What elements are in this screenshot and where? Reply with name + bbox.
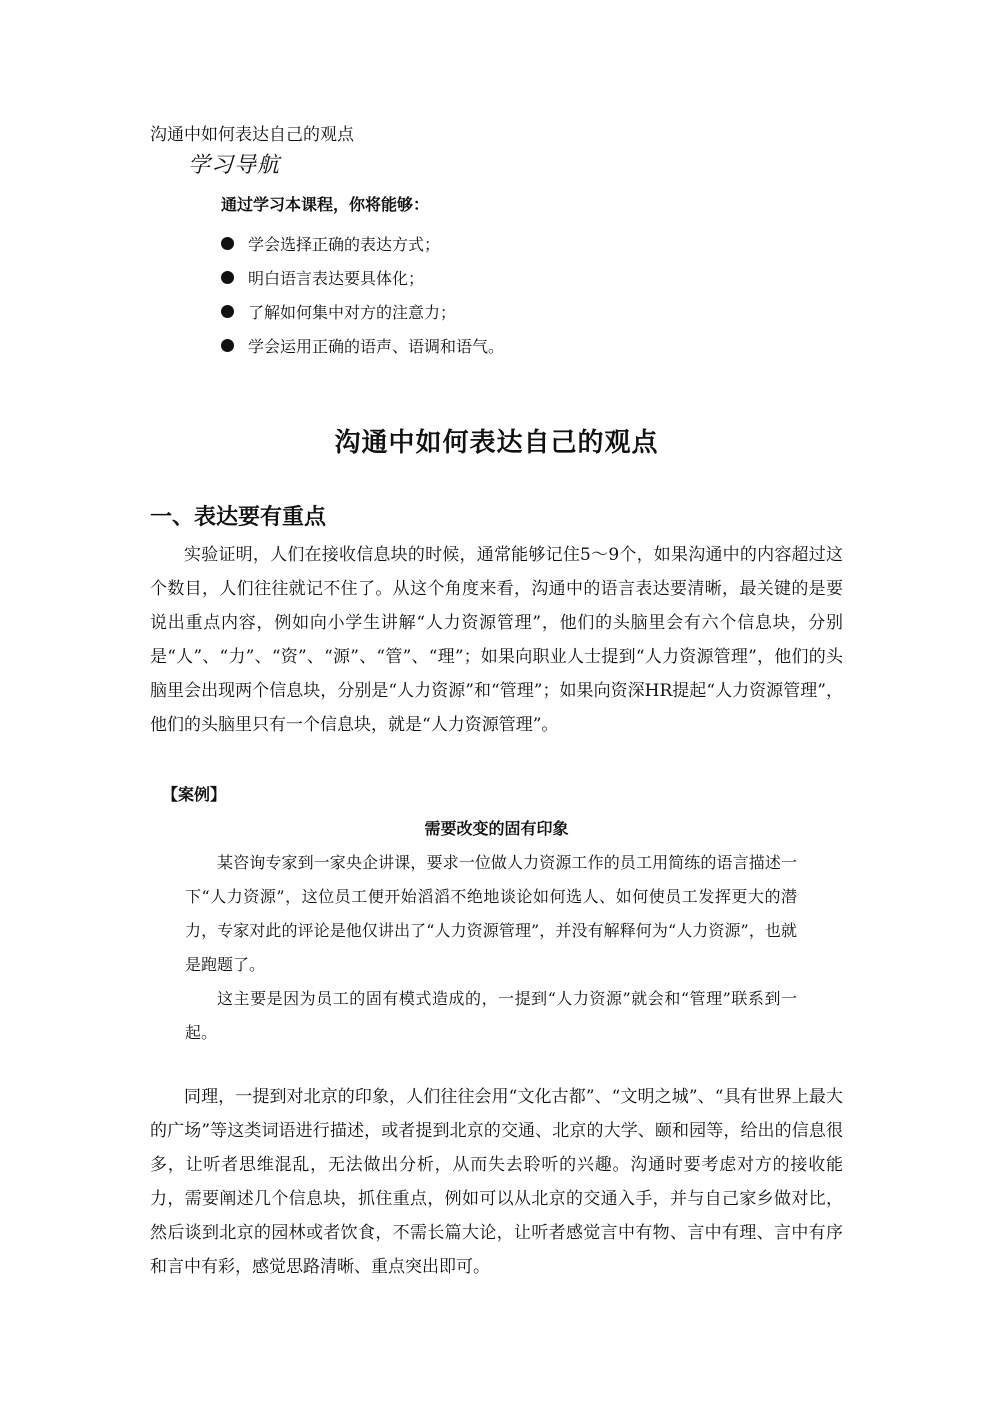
section-heading: 一、表达要有重点 xyxy=(150,504,327,530)
main-title: 沟通中如何表达自己的观点 xyxy=(334,428,659,458)
bullet-icon xyxy=(221,339,234,352)
case-title: 需要改变的固有印象 xyxy=(424,819,569,838)
learning-goals-list xyxy=(221,226,504,362)
list-item xyxy=(221,260,504,294)
bullet-icon xyxy=(221,305,234,318)
goal-text: 了解如何集中对方的注意力； xyxy=(248,302,457,322)
bullet-icon xyxy=(221,271,234,284)
case-paragraph: 某咨询专家到一家央企讲课，要求一位做人力资源工作的员工用简练的语言描述一下“人力资源”，这位员工便开始滔滔不绝地谈论如何选人、如何使员工发挥更大的潜力，专家对此的评论是他仅讲出了“人力资源管理”，并没有解释何为“人力资源”，也就是跑题了。 xyxy=(185,853,797,974)
list-item xyxy=(221,294,504,328)
goal-text: 明白语言表达要具体化； xyxy=(248,268,425,288)
bullet-icon xyxy=(221,237,234,250)
goal-text: 学会选择正确的表达方式； xyxy=(248,234,441,254)
document-top-title: 沟通中如何表达自己的观点 xyxy=(150,125,354,145)
body-paragraph: 实验证明，人们在接收信息块的时候，通常能够记住5～9个，如果沟通中的内容超过这个数目，人们往往就记不住了。从这个角度来看，沟通中的语言表达要清晰，最关键的是要说出重点内容，例如向小学生讲解“人力资源管理”，他们的头脑里会有六个信息块，分别是“人”、“力”、“资”、“源”、“管”、“理”；如果向职业人士提到“人力资源管理”，他们的头脑里会出现两个信息块，分别是“人力资源”和“管理”；如果向资深HR提起“人力资源管理”，他们的头脑里只有一个信息块，就是“人力资源管理”。 xyxy=(150,545,843,735)
list-item xyxy=(221,328,504,362)
case-label: 【案例】 xyxy=(162,785,227,804)
case-paragraph: 这主要是因为员工的固有模式造成的，一提到“人力资源”就会和“管理”联系到一起。 xyxy=(185,989,797,1042)
list-item xyxy=(221,226,504,260)
body-paragraph: 同理，一提到对北京的印象，人们往往会用“文化古都”、“文明之城”、“具有世界上最大的广场”等这类词语进行描述，或者提到北京的交通、北京的大学、颐和园等，给出的信息很多，让听者思维混乱，无法做出分析，从而失去聆听的兴趣。沟通时要考虑对方的接收能力，需要阐述几个信息块，抓住重点，例如可以从北京的交通入手，并与自己家乡做对比，然后谈到北京的园林或者饮食，不需长篇大论，让听者感觉言中有物、言中有理、言中有序和言中有彩，感觉思路清晰、重点突出即可。 xyxy=(150,1087,843,1277)
goal-text: 学会运用正确的语声、语调和语气。 xyxy=(248,336,505,356)
learning-navigation-title: 学习导航 xyxy=(188,153,281,178)
learning-navigation-intro: 通过学习本课程，你将能够： xyxy=(221,195,430,214)
